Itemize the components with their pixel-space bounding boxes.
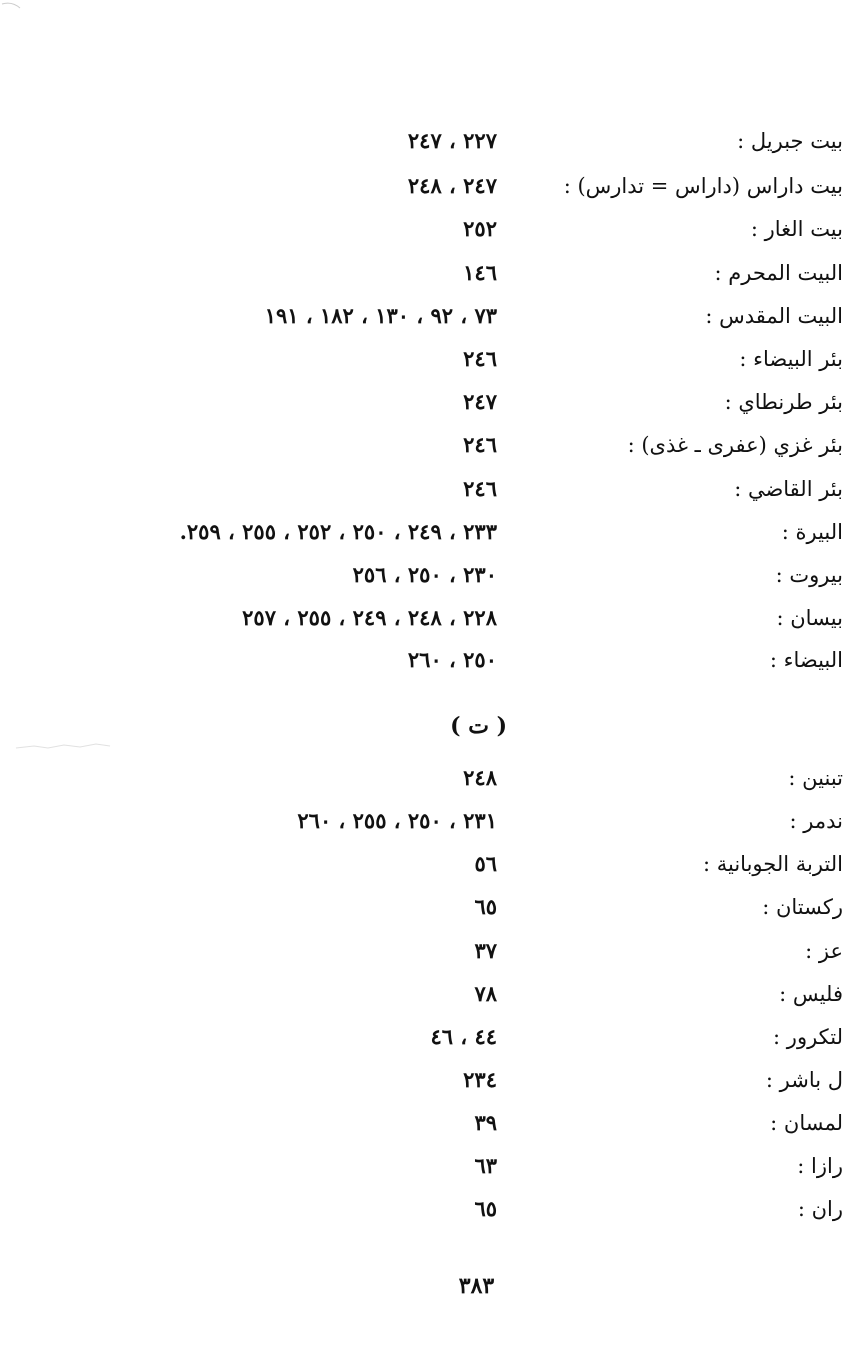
page-number (0, 1271, 849, 1301)
entry-pages: ٢٣٤ (463, 1067, 497, 1092)
entry-pages: ٦٣ (474, 1153, 497, 1178)
entry-term: بئر غزي (عفرى ـ غذى) : (627, 433, 843, 457)
entry-term: عز : (805, 939, 843, 963)
entry-pages: ٦٥ (474, 894, 497, 919)
entry-term: البيت المقدس : (705, 304, 843, 328)
index-entry (0, 344, 849, 384)
entry-pages: ٣٧ (474, 938, 497, 963)
index-entry (0, 474, 849, 514)
index-entry (0, 1108, 849, 1148)
index-entry (0, 560, 849, 600)
index-entry (0, 258, 849, 298)
entry-pages: ٢٤٦ (463, 346, 497, 371)
index-entry (0, 849, 849, 889)
entry-term: فليس : (779, 982, 843, 1006)
entry-pages: ٢٢٧ ، ٢٤٧ (407, 128, 497, 153)
entry-term: رازا : (797, 1154, 843, 1178)
index-entry (0, 214, 849, 254)
scan-corner-mark (0, 0, 40, 14)
entry-pages: ٢٤٧ (463, 389, 497, 414)
entry-pages: ٢٥٠ ، ٢٦٠ (407, 647, 497, 672)
index-entry (0, 171, 849, 211)
section-heading: ( ت ) (450, 713, 507, 739)
entry-pages: ٢٣٣ ، ٢٤٩ ، ٢٥٠ ، ٢٥٢ ، ٢٥٥ ، ٢٥٩. (179, 519, 497, 544)
entry-term: البيت المحرم : (714, 261, 843, 285)
entry-term: بيروت : (775, 563, 843, 587)
entry-pages: ٧٣ ، ٩٢ ، ١٣٠ ، ١٨٢ ، ١٩١ (264, 303, 497, 328)
entry-pages: ٤٤ ، ٤٦ (430, 1024, 497, 1049)
index-entry (0, 387, 849, 427)
entry-pages: ٢٤٦ (463, 476, 497, 501)
entry-term: بئر البيضاء : (739, 347, 843, 371)
entry-pages: ٢٢٨ ، ٢٤٨ ، ٢٤٩ ، ٢٥٥ ، ٢٥٧ (242, 605, 497, 630)
index-entry (0, 430, 849, 470)
entry-pages: ٢٥٢ (463, 216, 497, 241)
index-entry (0, 1194, 849, 1234)
index-entry (0, 936, 849, 976)
index-entry (0, 126, 849, 166)
index-entry (0, 806, 849, 846)
entry-term: بيت جبريل : (737, 129, 843, 153)
index-entry (0, 517, 849, 557)
entry-pages: ٢٤٦ (463, 432, 497, 457)
index-entry (0, 1065, 849, 1105)
entry-term: ندمر : (789, 809, 843, 833)
entry-pages: ٧٨ (474, 981, 497, 1006)
entry-term: لتكرور : (773, 1025, 843, 1049)
entry-term: لمسان : (770, 1111, 843, 1135)
entry-term: بئر القاضي : (734, 477, 843, 501)
index-entry (0, 1151, 849, 1191)
entry-term: تبنين : (788, 766, 843, 790)
entry-term: بيت الغار : (750, 217, 843, 241)
entry-term: البيضاء : (769, 648, 843, 672)
entry-term: ران : (797, 1197, 843, 1221)
scan-smudge (14, 740, 134, 752)
entry-pages: ١٤٦ (463, 260, 497, 285)
entry-term: ل باشر : (765, 1068, 843, 1092)
page-number-text: ٣٨٣ (458, 1273, 495, 1299)
index-entry (0, 979, 849, 1019)
entry-pages: ٣٩ (474, 1110, 497, 1135)
entry-pages: ٢٤٧ ، ٢٤٨ (407, 173, 497, 198)
entry-term: التربة الجوبانية : (702, 852, 843, 876)
index-entry (0, 763, 849, 803)
entry-term: بئر طرنطاي : (724, 390, 843, 414)
entry-pages: ٢٣٠ ، ٢٥٠ ، ٢٥٦ (352, 562, 497, 587)
entry-pages: ٦٥ (474, 1196, 497, 1221)
entry-term: ركستان : (762, 895, 843, 919)
entry-term: بيسان : (776, 606, 843, 630)
entry-pages: ٥٦ (474, 851, 497, 876)
entry-pages: ٢٤٨ (463, 765, 497, 790)
index-entry (0, 645, 849, 685)
entry-term: بيت داراس (داراس = تدارس) : (563, 174, 843, 198)
index-entry (0, 1022, 849, 1062)
index-entry (0, 603, 849, 643)
entry-pages: ٢٣١ ، ٢٥٠ ، ٢٥٥ ، ٢٦٠ (297, 808, 497, 833)
entry-term: البيرة : (781, 520, 843, 544)
index-entry (0, 301, 849, 341)
index-entry (0, 892, 849, 932)
